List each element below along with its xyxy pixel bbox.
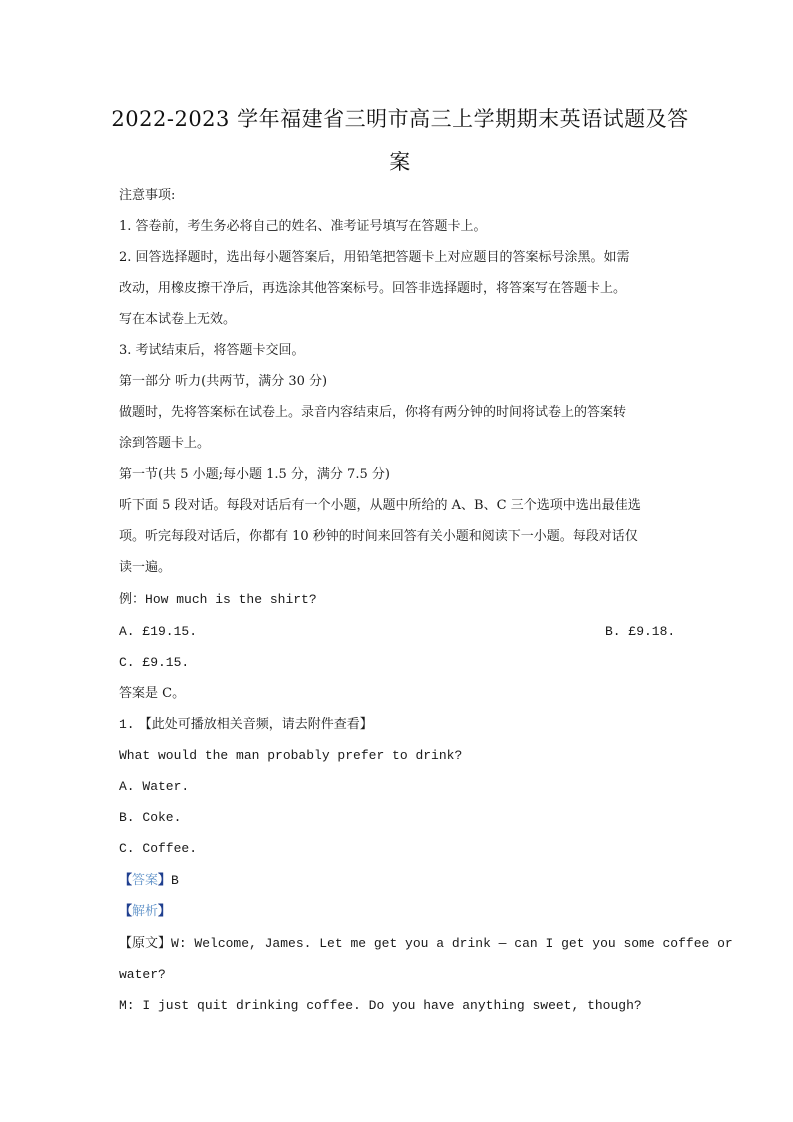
note-item: 1. 答卷前，考生务必将自己的姓名、准考证号填写在答题卡上。	[119, 219, 487, 234]
transcript-line: M: I just quit drinking coffee. Do you have anything sweet, though?	[119, 998, 642, 1013]
question-1-option-a: A. Water.	[119, 779, 190, 794]
section1-heading: 第一节(共 5 小题;每小题 1.5 分，满分 7.5 分)	[119, 467, 390, 482]
document-title-line-2: 案	[389, 150, 411, 174]
part1-instruction: 涂到答题卡上。	[119, 436, 211, 451]
transcript-text: W: Welcome, James. Let me get you a drink — can I get you some coffee or	[171, 936, 733, 951]
analysis-bracket-open: 【	[119, 904, 133, 919]
part1-heading: 第一部分 听力(共两节，满分 30 分)	[119, 374, 328, 389]
example-option-a: A. £19.15.	[119, 624, 198, 639]
example-question-text: How much is the shirt?	[145, 592, 317, 607]
analysis-bracket-close: 】	[158, 904, 172, 919]
example-answer: 答案是 C。	[119, 686, 186, 701]
analysis-label: 解析	[132, 904, 159, 919]
section1-instruction: 听下面 5 段对话。每段对话后有一个小题，从题中所给的 A、B、C 三个选项中选出最佳选	[119, 498, 641, 513]
section1-instruction: 读一遍。	[119, 560, 172, 575]
note-item-continued: 改动，用橡皮擦干净后，再选涂其他答案标号。回答非选择题时，将答案写在答题卡上。	[119, 281, 627, 296]
example-prefix: 例：	[119, 592, 146, 607]
example-option-c: C. £9.15.	[119, 655, 190, 670]
question-1-answer	[119, 873, 179, 889]
transcript-label: 【原文】	[119, 936, 172, 951]
part1-instruction: 做题时，先将答案标在试卷上。录音内容结束后，你将有两分钟的时间将试卷上的答案转	[119, 405, 627, 420]
note-item: 2. 回答选择题时，选出每小题答案后，用铅笔把答题卡上对应题目的答案标号涂黑。如需	[119, 250, 630, 265]
question-1-option-c: C. Coffee.	[119, 841, 198, 856]
answer-bracket-open: 【	[119, 873, 133, 888]
question-number: 1.	[119, 717, 135, 732]
document-title-line-1: 2022-2023 学年福建省三明市高三上学期期末英语试题及答	[111, 107, 689, 131]
question-1-option-b: B. Coke.	[119, 810, 182, 825]
answer-value: B	[171, 873, 179, 888]
question-1-header	[119, 717, 373, 733]
transcript-line-continued: water?	[119, 967, 166, 982]
question-1-analysis-label	[119, 904, 171, 920]
audio-note: 【此处可播放相关音频，请去附件查看】	[138, 717, 373, 732]
transcript-line	[119, 936, 733, 952]
note-item-continued: 写在本试卷上无效。	[119, 312, 237, 327]
section1-instruction: 项。听完每段对话后，你都有 10 秒钟的时间来回答有关小题和阅读下一小题。每段对话仅	[119, 529, 638, 544]
question-1-text: What would the man probably prefer to drink?	[119, 748, 463, 763]
note-item: 3. 考试结束后，将答题卡交回。	[119, 343, 305, 358]
answer-bracket-close: 】	[158, 873, 172, 888]
notes-heading: 注意事项:	[119, 188, 176, 203]
example-question	[119, 592, 317, 608]
example-option-b: B. £9.18.	[605, 624, 676, 639]
answer-label: 答案	[132, 873, 159, 888]
